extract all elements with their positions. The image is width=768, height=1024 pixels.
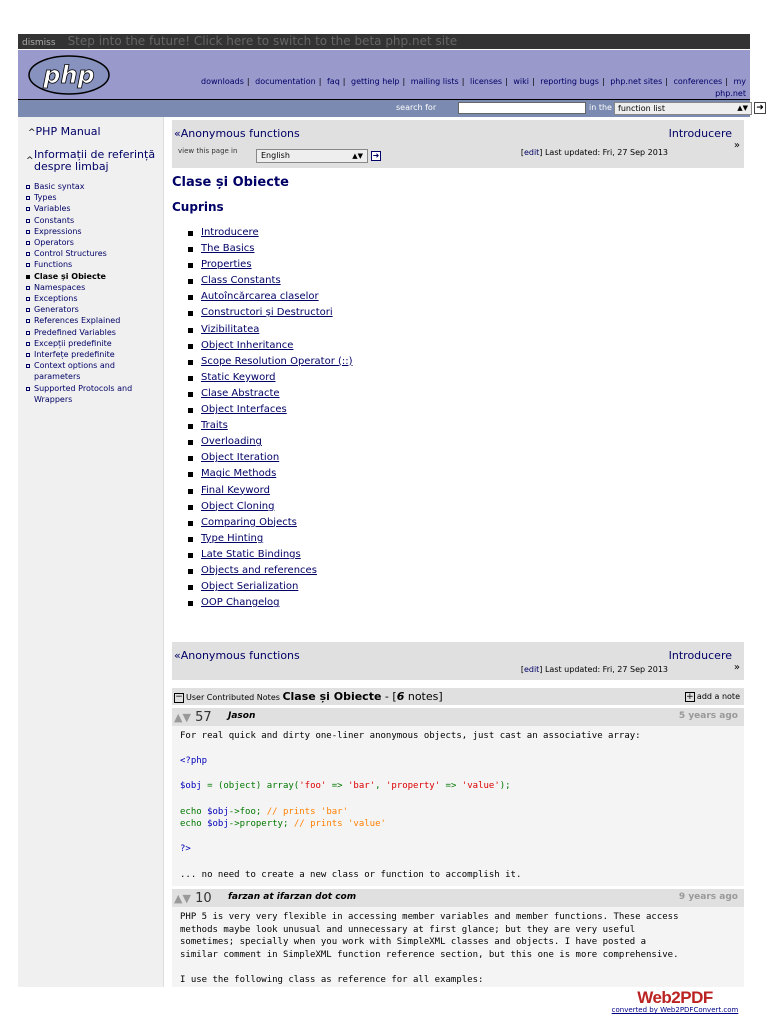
up-arrow-icon: ^ xyxy=(28,128,36,138)
sidebar-item[interactable]: Interfețe predefinite xyxy=(26,349,160,360)
nav-link-wiki[interactable]: wiki xyxy=(513,77,529,86)
bullet-icon xyxy=(188,344,193,349)
toc-item[interactable]: Class Constants xyxy=(188,273,353,289)
bullet-icon xyxy=(26,286,30,290)
note-date: 9 years ago xyxy=(678,892,738,902)
bullet-icon xyxy=(26,263,30,267)
vote-up-icon[interactable]: ▲ xyxy=(174,892,183,905)
bullet-icon xyxy=(188,231,193,236)
double-right-icon: » xyxy=(733,140,740,151)
php-logo-text: php xyxy=(43,61,95,89)
sidebar-item[interactable]: Supported Protocols and Wrappers xyxy=(26,383,160,405)
sidebar-item-current[interactable]: Clase și Obiecte xyxy=(26,271,160,282)
bullet-icon xyxy=(26,353,30,357)
search-label: search for xyxy=(396,103,437,112)
page-nav-bottom xyxy=(172,642,744,680)
toc-item[interactable]: Late Static Bindings xyxy=(188,547,353,563)
bullet-icon xyxy=(188,472,193,477)
search-scope-value: function list xyxy=(618,104,665,113)
next-page-link[interactable]: Introducere xyxy=(668,127,732,140)
edit-link[interactable]: edit xyxy=(523,665,540,674)
note-header xyxy=(172,708,744,726)
bullet-icon xyxy=(188,279,193,284)
note-votes: ▲▼ 57 xyxy=(174,710,212,725)
last-updated: [edit] Last updated: Fri, 27 Sep 2013 xyxy=(520,665,668,674)
sidebar-item[interactable]: Expressions xyxy=(26,226,160,237)
bullet-icon xyxy=(188,376,193,381)
nav-link-conferences[interactable]: conferences xyxy=(673,77,723,86)
last-updated: [edit] Last updated: Fri, 27 Sep 2013 xyxy=(520,148,668,157)
bullet-icon xyxy=(188,392,193,397)
bullet-icon xyxy=(26,219,30,223)
sidebar-item[interactable]: Namespaces xyxy=(26,282,160,293)
language-value: English xyxy=(261,151,290,160)
nav-link-documentation[interactable]: documentation xyxy=(255,77,316,86)
note-votes: ▲▼ 10 xyxy=(174,891,212,906)
sidebar-manual-link[interactable] xyxy=(28,125,101,138)
toc-item[interactable]: Magic Methods xyxy=(188,466,353,482)
note-body: For real quick and dirty one-liner anonymous objects, just cast an associative array: <?php $obj = (object) array('foo' => 'bar', 'property' => 'value'); echo $obj->foo; // prints 'bar' echo $obj->property; // prints 'value' ?> ... no need to create a new class or function to accomplish it. xyxy=(172,726,744,886)
toc-item[interactable]: Final Keyword xyxy=(188,483,353,499)
bullet-icon xyxy=(26,297,30,301)
edit-link[interactable]: edit xyxy=(523,148,540,157)
search-go-button[interactable] xyxy=(754,102,766,114)
bullet-icon xyxy=(26,331,30,335)
bullet-icon xyxy=(188,505,193,510)
bullet-icon xyxy=(188,263,193,268)
nav-link-downloads[interactable]: downloads xyxy=(201,77,244,86)
sidebar-item[interactable]: Operators xyxy=(26,237,160,248)
vote-down-icon[interactable]: ▼ xyxy=(182,892,191,905)
bullet-icon xyxy=(26,342,30,346)
toc-item[interactable]: Properties xyxy=(188,257,353,273)
beta-banner xyxy=(18,34,750,49)
sidebar-item[interactable]: Constants xyxy=(26,215,160,226)
sidebar-item[interactable]: Predefined Variables xyxy=(26,327,160,338)
bullet-icon xyxy=(188,247,193,252)
page-title: Clase și Obiecte xyxy=(172,175,289,190)
arrow-right-icon: ➜ xyxy=(756,103,764,113)
toc-item[interactable]: The Basics xyxy=(188,241,353,257)
language-select[interactable] xyxy=(256,149,368,163)
bullet-icon xyxy=(188,328,193,333)
sidebar-item[interactable]: Functions xyxy=(26,259,160,270)
sidebar-manual-label: PHP Manual xyxy=(35,125,101,138)
double-left-icon: « xyxy=(174,649,181,662)
select-arrows-icon: ▲▼ xyxy=(737,104,748,112)
nav-link-reporting-bugs[interactable]: reporting bugs xyxy=(540,77,599,86)
bullet-icon xyxy=(26,308,30,312)
toc-list xyxy=(188,225,353,611)
bullet-icon xyxy=(188,537,193,542)
toc-item[interactable]: Object Cloning xyxy=(188,499,353,515)
toc-item[interactable]: OOP Changelog xyxy=(188,595,353,611)
bullet-icon xyxy=(26,252,30,256)
toc-item[interactable]: Comparing Objects xyxy=(188,515,353,531)
toc-item[interactable]: Autoîncărcarea claselor xyxy=(188,289,353,305)
bullet-icon xyxy=(188,408,193,413)
toc-item[interactable]: Traits xyxy=(188,418,353,434)
add-note-link[interactable]: + add a note xyxy=(686,691,740,702)
toc-item[interactable]: Scope Resolution Operator (::) xyxy=(188,354,353,370)
sidebar xyxy=(18,117,164,987)
vote-down-icon[interactable]: ▼ xyxy=(182,711,191,724)
toc-item[interactable]: Object Inheritance xyxy=(188,338,353,354)
bullet-icon xyxy=(26,364,30,368)
bullet-icon xyxy=(26,230,30,234)
bullet-icon xyxy=(188,424,193,429)
bullet-icon xyxy=(26,241,30,245)
sidebar-item[interactable]: Excepții predefinite xyxy=(26,338,160,349)
collapse-icon[interactable]: − xyxy=(175,691,183,702)
nav-link-faq[interactable]: faq xyxy=(326,77,340,86)
note-body: PHP 5 is very very flexible in accessing member variables and member functions. These access methods maybe look unusual and unnecessary at first glance; but they are very useful sometimes; specially when you work with SimpleXML classes and objects. I have posted a similar comment in SimpleXML function reference section, but this one is more comprehensive. I use the following class as reference for all examples: xyxy=(172,907,744,987)
toc-item[interactable]: Object Interfaces xyxy=(188,402,353,418)
sidebar-parent-link[interactable] xyxy=(28,149,162,173)
toc-item[interactable]: Vizibilitatea xyxy=(188,322,353,338)
up-arrow-icon: ^ xyxy=(26,156,34,166)
sidebar-item[interactable]: Control Structures xyxy=(26,248,160,259)
note-header xyxy=(172,889,744,907)
bullet-icon xyxy=(26,207,30,211)
bullet-icon xyxy=(188,521,193,526)
sidebar-parent-label: Informații de referință despre limbaj xyxy=(34,148,156,173)
double-left-icon: « xyxy=(174,127,181,140)
sidebar-list xyxy=(26,181,160,405)
beta-site-link[interactable]: Step into the future! Click here to switch to the beta php.net site xyxy=(67,34,458,48)
toc-item[interactable]: Introducere xyxy=(188,225,353,241)
bullet-icon xyxy=(26,196,30,200)
note-author: Jason xyxy=(228,711,256,721)
search-in-label: in the xyxy=(589,103,612,112)
bullet-icon xyxy=(188,295,193,300)
bullet-icon xyxy=(188,360,193,365)
language-go-button[interactable]: ➜ xyxy=(372,151,380,160)
nav-link-php-net-sites[interactable]: php.net sites xyxy=(610,77,663,86)
bullet-icon xyxy=(26,185,30,189)
view-page-label: view this page in xyxy=(178,147,238,155)
toc-item[interactable]: Type Hinting xyxy=(188,531,353,547)
search-bar xyxy=(18,100,764,117)
main-content xyxy=(172,120,744,985)
web2pdf-badge[interactable] xyxy=(600,988,750,1018)
toc-item[interactable]: Object Iteration xyxy=(188,450,353,466)
sidebar-item[interactable]: Basic syntax xyxy=(26,181,160,192)
bullet-icon xyxy=(188,440,193,445)
toc-item[interactable]: Constructori și Destructori xyxy=(188,305,353,321)
bullet-icon xyxy=(188,585,193,590)
vote-up-icon[interactable]: ▲ xyxy=(174,711,183,724)
sidebar-item[interactable]: Generators xyxy=(26,304,160,315)
page-nav-top xyxy=(172,120,744,168)
web2pdf-logo: Web2PDF xyxy=(637,988,713,1007)
php-logo[interactable] xyxy=(28,55,110,95)
toc-item[interactable]: Static Keyword xyxy=(188,370,353,386)
search-scope-select[interactable] xyxy=(614,102,752,115)
note-date: 5 years ago xyxy=(678,711,738,721)
toc-title: Cuprins xyxy=(172,200,224,214)
search-input[interactable] xyxy=(458,102,586,114)
next-page-link[interactable]: Introducere xyxy=(668,649,732,662)
sidebar-item[interactable]: Variables xyxy=(26,203,160,214)
double-right-icon: » xyxy=(733,662,740,673)
prev-page-link[interactable]: «Anonymous functions xyxy=(174,127,300,140)
bullet-icon xyxy=(26,319,30,323)
sidebar-item[interactable]: Types xyxy=(26,192,160,203)
bullet-icon xyxy=(188,456,193,461)
sidebar-item[interactable]: Context options and parameters xyxy=(26,360,160,382)
nav-link-licenses[interactable]: licenses xyxy=(469,77,503,86)
select-arrows-icon: ▲▼ xyxy=(352,152,363,160)
sidebar-item[interactable]: Exceptions xyxy=(26,293,160,304)
bullet-icon xyxy=(188,311,193,316)
toc-item[interactable]: Object Serialization xyxy=(188,579,353,595)
bullet-icon xyxy=(26,275,30,279)
site-header xyxy=(18,50,750,100)
toc-item[interactable]: Clase Abstracte xyxy=(188,386,353,402)
bullet-icon xyxy=(188,601,193,606)
web2pdf-link[interactable]: converted by Web2PDFConvert.com xyxy=(611,1006,739,1014)
user-notes-header: − User Contributed Notes Clase și Obiecte - [6 notes] + add a note xyxy=(172,688,744,705)
note-author: farzan at ifarzan dot com xyxy=(228,892,357,902)
bullet-icon xyxy=(26,387,30,391)
top-nav: downloads | documentation | faq | getting help | mailing lists | licenses | wiki | reporting bugs | php.net sites | conferences | my php.net xyxy=(201,77,746,98)
nav-link-my-php-net[interactable]: my php.net xyxy=(715,77,746,98)
bullet-icon xyxy=(188,553,193,558)
nav-link-getting-help[interactable]: getting help xyxy=(351,77,400,86)
prev-page-link[interactable]: «Anonymous functions xyxy=(174,649,300,662)
toc-item[interactable]: Objects and references xyxy=(188,563,353,579)
dismiss-link[interactable]: dismiss xyxy=(22,38,56,48)
bullet-icon xyxy=(188,489,193,494)
plus-icon: + xyxy=(686,691,694,702)
toc-item[interactable]: Overloading xyxy=(188,434,353,450)
nav-link-mailing-lists[interactable]: mailing lists xyxy=(410,77,459,86)
sidebar-item[interactable]: References Explained xyxy=(26,315,160,326)
bullet-icon xyxy=(188,569,193,574)
